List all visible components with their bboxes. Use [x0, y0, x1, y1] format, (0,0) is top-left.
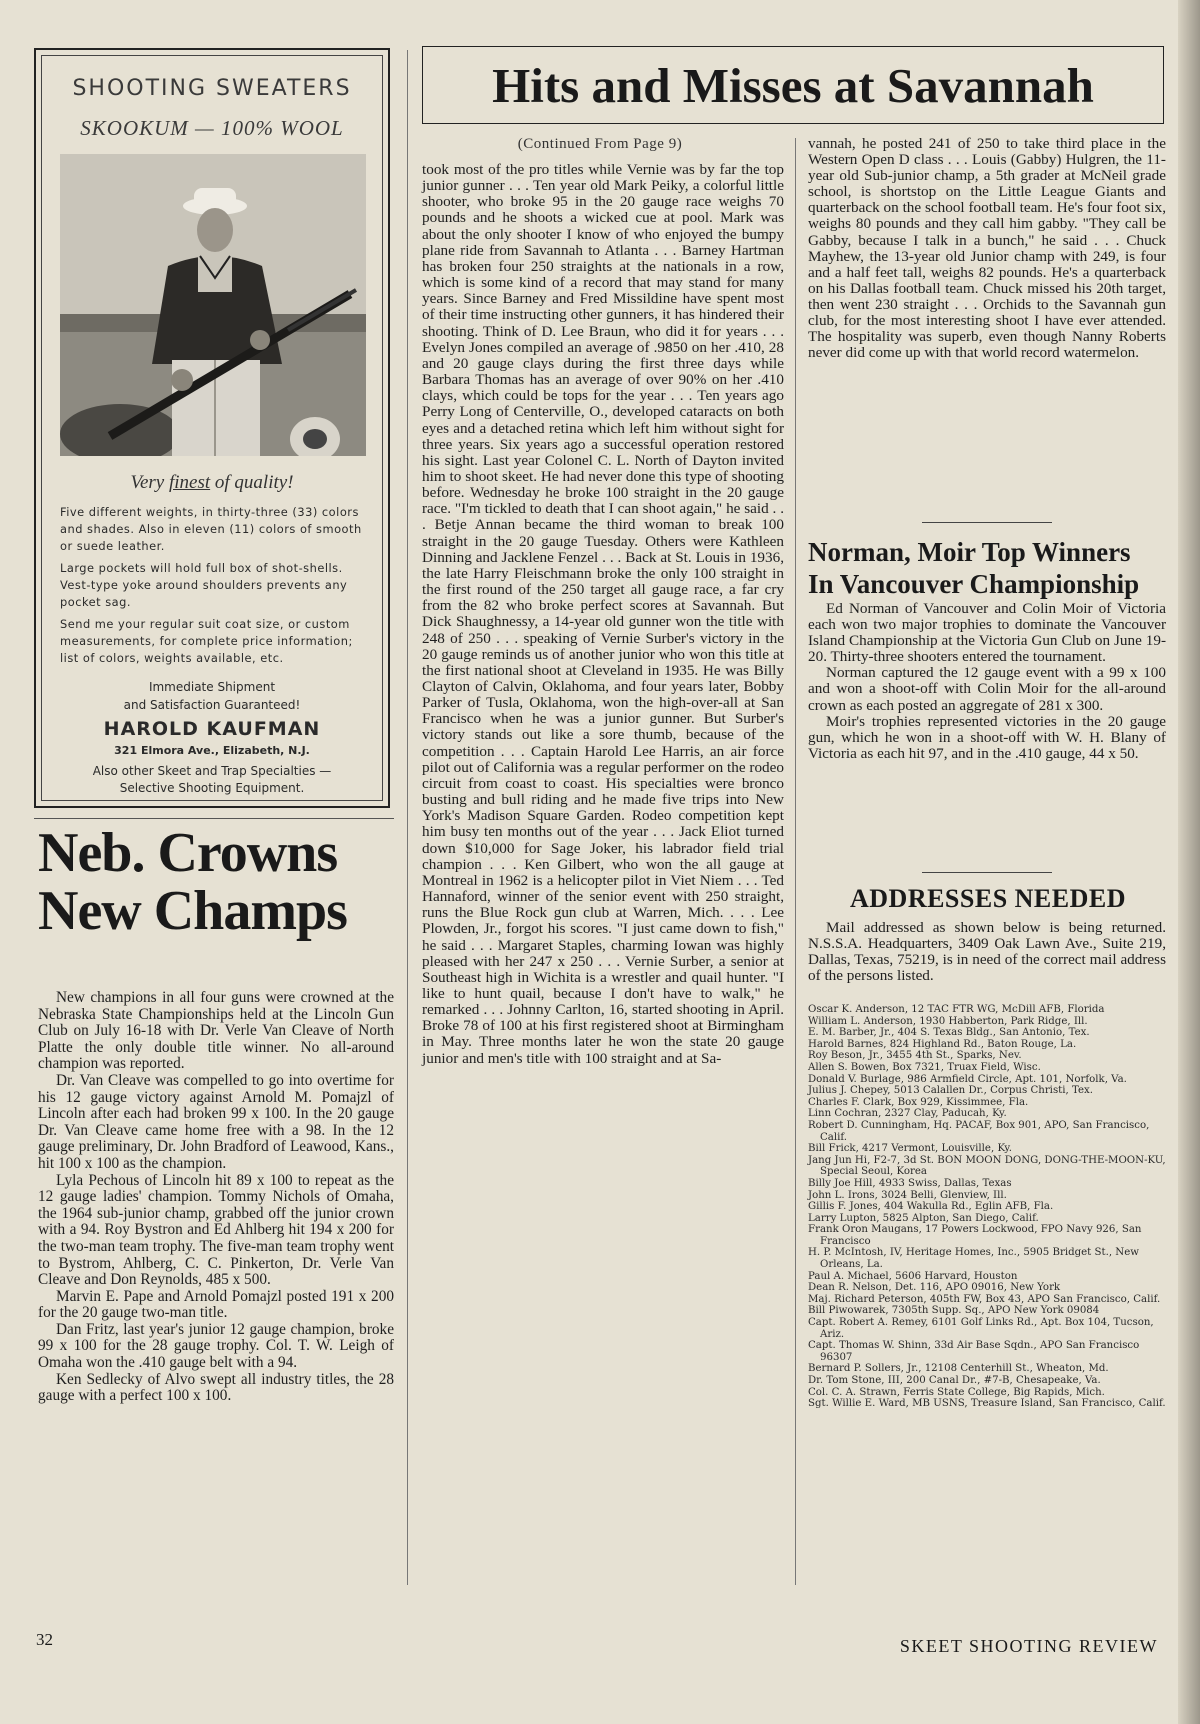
paragraph: New champions in all four guns were crowned at the Nebraska State Championships held at the Lincoln Gun Club on July 16-18 with Dr. Verle Van Cleave of North Platte the only double title winner. No all-around champion was reported.	[38, 989, 394, 1073]
address-entry: Sgt. Willie E. Ward, MB USNS, Treasure Island, San Francisco, Calif.	[808, 1398, 1166, 1410]
address-entry: Frank Oron Maugans, 17 Powers Lockwood, FPO Navy 926, San Francisco	[808, 1224, 1142, 1247]
address-entry: Bill Piwowarek, 7305th Supp. Sq., APO New York 09084	[808, 1305, 1100, 1317]
paragraph: Norman captured the 12 gauge event with a 99 x 100 and won a shoot-off with Colin Moir for the all-around crown as each posted an aggregate of 281 x 300.	[808, 664, 1166, 714]
paragraph: Ken Sedlecky of Alvo swept all industry titles, the 28 gauge with a perfect 100 x 100.	[38, 1370, 394, 1405]
main-title-box	[422, 46, 1164, 124]
addresses-list	[808, 1004, 1173, 1410]
sweater-advertisement	[34, 48, 390, 808]
address-entry: Robert D. Cunningham, Hq. PACAF, Box 901, APO, San Francisco, Calif.	[808, 1119, 1150, 1143]
column-divider-left	[407, 50, 408, 1585]
short-divider	[922, 522, 1052, 523]
paragraph: took most of the pro titles while Vernie was by far the top junior gunner . . . Ten year old Mark Peiky, a colorful little shooter, who broke 95 in the 20 gauge race weighs 70 pounds and he shoots a wicked cue at pool. Mark was about the only shooter I know of who enjoyed the bumpy plane ride from Savannah to Atlanta . . . Barney Hartman has broken four 250 straights at the nationals in a row, which is some kind of a record that may stand for many years. Since Barney and Fred Missildine have spent most of their time instructing other gunners, it has hindered their shooting. Think of D. Lee Braun, who did it for years . . . Evelyn Jones compiled an average of .9850 on her .410, 28 and 20 gauge clays during the first three days while Barbara Thomas has an average of over 90% on her .410 clays, which could be tops for the year . . . Ten years ago Perry Long of Centerville, O., developed cataracts on both eyes and a detached retina which left him without sight for three years. Six years ago a successful operation restored his sight. Last year Colonel C. L. North of Dayton invited him to shoot skeet. He had never done this type of shooting before. Wednesday he broke 100 straight in the 20 gauge race. "I'm tickled to death that I can shoot again," he said . . . Betje Annan became the third woman to break 100 straight in the 20 gauge Tuesday. Others were Kathleen Dinning and Jacklene Fenzel . . . Back at St. Louis in 1936, the late Harry Fleischmann broke the only 100 straight in the first round of the 250 target all gauge race, a far cry from the 82 who broke perfect scores at Savannah. But Dick Shaughnessy, a 14-year old gunner won the title with 248 of 250 . . . speaking of Vernie Surber's victory in the 20 gauge reminds us of another junior who won this title at the first national shoot at Cleveland in 1935. He was Billy Clayton of Calvin, Oklahoma, and four years later, Bobby Parker of Tusla, Oklahoma, won the high-over-all at San Francisco when he was a junior gunner. But Surber's victory stands out like a sore thumb, because of the competition . . . Captain Harold Lee Harris, an air force pilot out of California was a regular performer on the rodeo circuit from coast to coast. His specialties were bronco busting and bull riding and he made five trips into New York's Madison Square Garden. Rodeo competition kept him busy ten months out of the year . . . Jack Eliot turned down $10,000 for Sage Joker, his labrador field trial champion . . . Ken Gilbert, who won the all gauge at Montreal in 1962 is a helicopter pilot in Viet Niem . . . Ted Hannaford, winner of the senior event with 250 straight, runs the Blue Rock gun club at Warren, Mich. . . . Lee Plowden, Jr., forgot his scores. "I just came down to fish," he said . . . Margaret Staples, charming Iowan was highly pleased with her 247 x 250 . . . Vernie Surber, a senior at Southeast high in Wichita is a wrestler and quail hunter. "I like to hunt quail, because I don't have to walk," he remarked . . . Johnny Carlton, 16, started shooting in April. Broke 78 of 100 at his first registered shoot at Birmingham in May. Three months later he won the state 20 gauge junior and men's title with 100 straight and at Sa-	[422, 161, 784, 1067]
address-entry: Linn Cochran, 2327 Clay, Paducah, Ky.	[808, 1108, 1007, 1120]
nebraska-headline: Neb. Crowns New Champs	[38, 822, 347, 942]
address-entry: Allen S. Bowen, Box 7321, Truax Field, Wisc.	[808, 1061, 1041, 1073]
address-entry: Dr. Tom Stone, III, 200 Canal Dr., #7-B, Chesapeake, Va.	[808, 1375, 1101, 1386]
page-title: Hits and Misses at Savannah	[492, 58, 1094, 113]
ad-weights-text: Five different weights, in thirty-three (33) colors and shades. Also in eleven (11) colors of smooth or suede leather.	[60, 505, 362, 553]
savannah-column-2	[808, 136, 1166, 361]
paragraph: Lyla Pechous of Lincoln hit 89 x 100 to repeat as the 12 gauge ladies' champion. Tommy Nichols of Omaha, the 1964 sub-junior champ, grabbed off the junior crown with a 94. Roy Bystron and Ed Ahlberg hit 194 x 200 for the two-man team trophy. The five-man team trophy went to Bystrom, Ahlberg, C. C. Pinkerton, Dr. Verle Van Cleave and Don Reynolds, 485 x 500.	[38, 1171, 394, 1289]
address-entry: Charles F. Clark, Box 929, Kissimmee, Fla.	[808, 1096, 1029, 1108]
address-entry: Billy Joe Hill, 4933 Swiss, Dallas, Texas	[808, 1177, 1012, 1189]
address-entry: Dean R. Nelson, Det. 116, APO 09016, New York	[808, 1282, 1061, 1294]
short-divider	[922, 872, 1052, 873]
ad-specialties-line-2: Selective Shooting Equipment.	[119, 781, 305, 795]
address-entry: Gillis F. Jones, 404 Wakulla Rd., Eglin AFB, Fla.	[808, 1201, 1054, 1213]
address-entry: Larry Lupton, 5825 Alpton, San Diego, Calif.	[808, 1212, 1039, 1224]
page-edge	[1178, 0, 1200, 1724]
address-entry: Oscar K. Anderson, 12 TAC FTR WG, McDill AFB, Florida	[808, 1004, 1105, 1015]
nebraska-article-body	[38, 990, 394, 1405]
ad-tagline: Very finest of quality!	[130, 472, 294, 493]
savannah-column-1	[422, 162, 784, 1067]
ad-pockets-text: Large pockets will hold full box of shot-shells. Vest-type yoke around shoulders prevents any pocket sag.	[60, 561, 348, 609]
continued-note: (Continued From Page 9)	[517, 136, 683, 152]
ad-photo-shooter	[60, 154, 366, 456]
address-entry: Bernard P. Sollers, Jr., 12108 Centerhill St., Wheaton, Md.	[808, 1363, 1109, 1375]
address-entry: Bill Frick, 4217 Vermont, Louisville, Ky.	[808, 1143, 1013, 1155]
publication-name: SKEET SHOOTING REVIEW	[899, 1636, 1158, 1656]
paragraph: Ed Norman of Vancouver and Colin Moir of Victoria each won two major trophies to dominate the Vancouver Island Championship at the Victoria Gun Club on June 19-20. Thirty-three shooters entered the tournament.	[808, 600, 1166, 666]
addresses-intro: Mail addressed as shown below is being returned. N.S.S.A. Headquarters, 3409 Oak Lawn Ave., Suite 219, Dallas, Texas, 75219, is in need of the correct mail address of the persons listed.	[808, 919, 1166, 985]
ad-advertiser-address: 321 Elmora Ave., Elizabeth, N.J.	[114, 744, 310, 757]
addresses-heading: ADDRESSES NEEDED	[849, 884, 1127, 913]
ad-heading: SHOOTING SWEATERS	[72, 76, 352, 101]
address-entry: Julius J. Chepey, 5013 Calallen Dr., Corpus Christi, Tex.	[808, 1085, 1094, 1097]
paragraph: Marvin E. Pape and Arnold Pomajzl posted 191 x 200 for the 20 gauge two-man title.	[38, 1287, 394, 1322]
vancouver-article-body	[808, 601, 1166, 762]
address-entry: Roy Beson, Jr., 3455 4th St., Sparks, Nev.	[808, 1050, 1022, 1062]
address-entry: Col. C. A. Strawn, Ferris State College, Big Rapids, Mich.	[808, 1386, 1105, 1398]
address-entry: H. P. McIntosh, IV, Heritage Homes, Inc., 5905 Bridget St., New Orleans, La.	[808, 1247, 1139, 1271]
address-entry: Jang Jun Hi, F2-7, 3d St. BON MOON DONG, DONG-THE-MOON-KU, Special Seoul, Korea	[808, 1154, 1166, 1178]
ad-specialties-line-1: Also other Skeet and Trap Specialties —	[92, 764, 332, 778]
paragraph: vannah, he posted 241 of 250 to take third place in the Western Open D class . . . Louis (Gabby) Hulgren, the 11-year old Sub-junior champ, a 5th grader at McNeil grade school, is shortstop on the Little League Giants and quarterback on the school football team. He's four foot six, weighs 80 pounds and they call him gabby. "They call be Gabby, because I talk in a bunch," he said . . . Chuck Mayhew, the 13-year old Junior champ with 249, is four and a half feet tall, weighs 82 pounds. He's a quarterback on his Dallas football team. Chuck missed his 20th target, then went 230 straight . . . Orchids to the Savannah gun club, for the most interesting shoot I have ever attended. The hospitality was superb, even though Nanny Roberts never did come up with that world record watermelon.	[808, 135, 1166, 362]
vancouver-headline: Norman, Moir Top Winners In Vancouver Championship	[808, 537, 1140, 599]
address-entry: Paul A. Michael, 5606 Harvard, Houston	[808, 1270, 1018, 1282]
address-entry: Maj. Richard Peterson, 405th FW, Box 43, APO San Francisco, Calif.	[808, 1293, 1161, 1305]
ad-order-text: Send me your regular suit coat size, or custom measurements, for complete price information; list of colors, weights available, etc.	[60, 617, 353, 665]
address-entry: E. M. Barber, Jr., 404 S. Texas Bldg., San Antonio, Tex.	[808, 1027, 1090, 1039]
paragraph: Dan Fritz, last year's junior 12 gauge champion, broke 99 x 100 for the 28 gauge trophy. Col. T. W. Leigh of Omaha won the .410 gauge belt with a 94.	[38, 1320, 394, 1372]
address-entry: Capt. Robert A. Remey, 6101 Golf Links Rd., Apt. Box 104, Tucson, Ariz.	[808, 1317, 1154, 1340]
ad-shipment-line-2: and Satisfaction Guaranteed!	[123, 698, 301, 712]
address-entry: John L. Irons, 3024 Belli, Glenview, Ill.	[808, 1189, 1007, 1201]
left-column-rule	[34, 818, 394, 819]
address-entry: Harold Barnes, 824 Highland Rd., Baton Rouge, La.	[808, 1038, 1077, 1050]
address-entry: William L. Anderson, 1930 Habberton, Park Ridge, Ill.	[808, 1015, 1088, 1027]
page-number: 32	[36, 1630, 53, 1649]
ad-advertiser-name: HAROLD KAUFMAN	[103, 718, 321, 740]
ad-subheading: SKOOKUM — 100% WOOL	[80, 116, 344, 140]
paragraph: Dr. Van Cleave was compelled to go into overtime for his 12 gauge victory against Arnold M. Pomajzl of Lincoln after each had broken 99 x 100. In the 20 gauge Dr. Van Cleave came home free with a 98. In the 12 gauge preliminary, Dr. John Bradford of Leawood, Kans., hit 100 x 100 as the champion.	[38, 1071, 394, 1172]
address-entry: Capt. Thomas W. Shinn, 33d Air Base Sqdn., APO San Francisco 96307	[808, 1340, 1140, 1363]
address-entry: Donald V. Burlage, 986 Armfield Circle, Apt. 101, Norfolk, Va.	[808, 1073, 1127, 1085]
ad-shipment-line-1: Immediate Shipment	[148, 680, 276, 694]
column-divider-right	[795, 138, 796, 1585]
paragraph: Moir's trophies represented victories in the 20 gauge gun, which he won in a shoot-off with W. H. Blany of Victoria as each hit 97, and in the .410 gauge, 44 x 50.	[808, 712, 1166, 762]
